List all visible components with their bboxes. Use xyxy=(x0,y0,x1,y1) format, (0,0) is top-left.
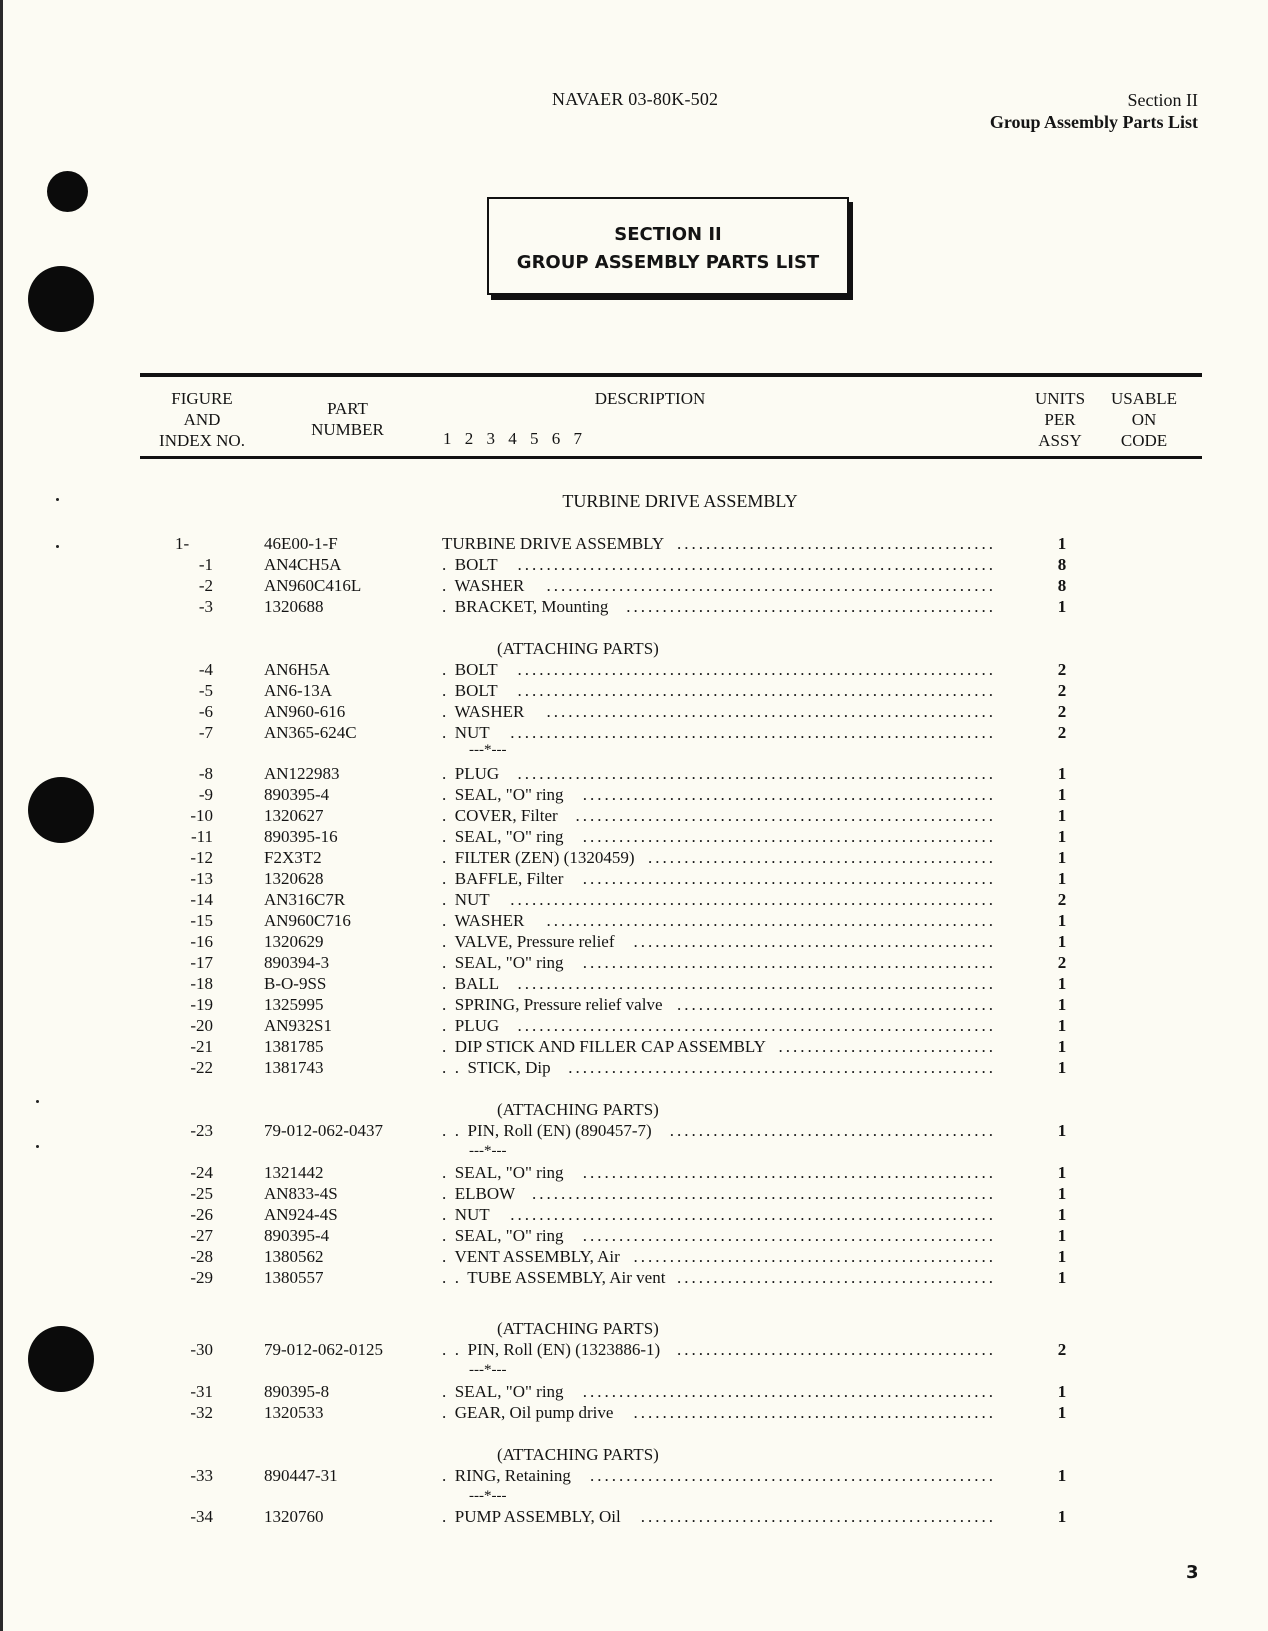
part-number: 79-012-062-0125 xyxy=(264,1340,383,1359)
attaching-parts-label: (ATTACHING PARTS) xyxy=(497,1319,659,1338)
binder-hole xyxy=(28,266,94,332)
separator: ---*--- xyxy=(469,742,507,758)
table-row xyxy=(0,784,1268,805)
col-header-usable-on-code xyxy=(1104,388,1184,451)
description: . SEAL, "O" ring xyxy=(442,953,564,972)
leader-dots: ........................................................ xyxy=(590,1466,996,1485)
units-per-assy: 1 xyxy=(1057,932,1067,951)
table-row xyxy=(0,994,1268,1015)
col-header-line: ASSY xyxy=(1038,431,1082,450)
separator: ---*--- xyxy=(469,1362,507,1378)
col-header-line: PART xyxy=(327,399,368,418)
table-row xyxy=(0,1183,1268,1204)
leader-dots: .................................................................. xyxy=(517,764,996,783)
description: . NUT xyxy=(442,1205,490,1224)
part-number: 46E00-1-F xyxy=(264,534,338,553)
units-per-assy: 1 xyxy=(1057,827,1067,846)
index-number: -25 xyxy=(190,1184,213,1203)
attaching-parts-label: (ATTACHING PARTS) xyxy=(497,639,659,658)
index-number: -16 xyxy=(190,932,213,951)
description: . PUMP ASSEMBLY, Oil xyxy=(442,1507,621,1526)
separator: ---*--- xyxy=(469,1488,507,1504)
index-number: -3 xyxy=(198,597,213,616)
col-header-line: PER xyxy=(1044,410,1076,429)
units-per-assy: 1 xyxy=(1057,995,1067,1014)
description: . NUT xyxy=(442,723,490,742)
units-per-assy: 1 xyxy=(1057,974,1067,993)
description: . PLUG xyxy=(442,1016,500,1035)
leader-dots: .................................................. xyxy=(633,1247,996,1266)
table-row xyxy=(0,1402,1268,1423)
part-number: AN6H5A xyxy=(264,660,331,679)
description: . . STICK, Dip xyxy=(442,1058,551,1077)
leader-dots: ......................................................... xyxy=(582,869,996,888)
description: . SEAL, "O" ring xyxy=(442,1163,564,1182)
index-number: -17 xyxy=(190,953,213,972)
running-header xyxy=(990,89,1198,133)
description: . ELBOW xyxy=(442,1184,516,1203)
leader-dots: ......................................................... xyxy=(582,1163,996,1182)
leader-dots: ......................................................... xyxy=(582,953,996,972)
description: . . PIN, Roll (EN) (890457-7) xyxy=(442,1121,652,1140)
attaching-parts-label: (ATTACHING PARTS) xyxy=(497,1445,659,1464)
units-per-assy: 1 xyxy=(1057,764,1067,783)
description: . BOLT xyxy=(442,660,498,679)
table-row xyxy=(0,910,1268,931)
table-row xyxy=(0,554,1268,575)
index-number: -26 xyxy=(190,1205,213,1224)
col-header-line: AND xyxy=(183,410,221,429)
index-number: -20 xyxy=(190,1016,213,1035)
units-per-assy: 1 xyxy=(1057,1205,1067,1224)
index-number: -24 xyxy=(190,1163,213,1182)
leader-dots: ............................................ xyxy=(677,1268,996,1287)
part-number: 1381743 xyxy=(264,1058,324,1077)
part-number: AN960C716 xyxy=(264,911,351,930)
part-number: 1320628 xyxy=(264,869,324,888)
col-header-line: UNITS xyxy=(1034,389,1086,408)
col-header-figure-index xyxy=(146,388,258,451)
index-number: -7 xyxy=(198,723,213,742)
leader-dots: ......................................................... xyxy=(582,1226,996,1245)
table-row xyxy=(0,931,1268,952)
table-row xyxy=(0,763,1268,784)
leader-dots: ......................................................... xyxy=(582,785,996,804)
part-number: 890394-3 xyxy=(264,953,330,972)
units-per-assy: 1 xyxy=(1057,534,1067,553)
table-row xyxy=(0,1204,1268,1225)
index-number: -2 xyxy=(198,576,213,595)
description: . SEAL, "O" ring xyxy=(442,785,564,804)
index-number: -33 xyxy=(190,1466,213,1485)
index-number: -13 xyxy=(190,869,213,888)
description: . WASHER xyxy=(442,702,525,721)
part-number: 890447-31 xyxy=(264,1466,338,1485)
leader-dots: ................................................ xyxy=(648,848,996,867)
part-number: 1380557 xyxy=(264,1268,324,1287)
description: . VENT ASSEMBLY, Air xyxy=(442,1247,620,1266)
description: . BALL xyxy=(442,974,500,993)
part-number: 1320760 xyxy=(264,1507,324,1526)
table-row xyxy=(0,1267,1268,1288)
index-number: -28 xyxy=(190,1247,213,1266)
col-header-line: ON xyxy=(1131,410,1157,429)
table-rule-top xyxy=(140,373,1202,377)
table-row xyxy=(0,826,1268,847)
speck xyxy=(36,1145,39,1148)
part-number: AN122983 xyxy=(264,764,340,783)
units-per-assy: 2 xyxy=(1057,953,1067,972)
units-per-assy: 1 xyxy=(1057,848,1067,867)
index-number: -10 xyxy=(190,806,213,825)
index-number: -27 xyxy=(190,1226,213,1245)
table-row xyxy=(0,680,1268,701)
part-number: AN365-624C xyxy=(264,723,357,742)
leader-dots: ............................................. xyxy=(669,1121,996,1140)
description: . SEAL, "O" ring xyxy=(442,827,564,846)
index-number: -4 xyxy=(198,660,213,679)
units-per-assy: 1 xyxy=(1057,1016,1067,1035)
col-header-line: USABLE xyxy=(1110,389,1178,408)
description: . SEAL, "O" ring xyxy=(442,1382,564,1401)
table-row xyxy=(0,1036,1268,1057)
index-number: -12 xyxy=(190,848,213,867)
units-per-assy: 1 xyxy=(1057,1247,1067,1266)
table-row xyxy=(0,1015,1268,1036)
leader-dots: .................................................................. xyxy=(517,1016,996,1035)
table-row xyxy=(0,1225,1268,1246)
title-line-2: GROUP ASSEMBLY PARTS LIST xyxy=(516,252,820,273)
part-number: 1381785 xyxy=(264,1037,324,1056)
index-number: -5 xyxy=(198,681,213,700)
description: . DIP STICK AND FILLER CAP ASSEMBLY xyxy=(442,1037,766,1056)
description: . VALVE, Pressure relief xyxy=(442,932,615,951)
description: . FILTER (ZEN) (1320459) xyxy=(442,848,635,867)
part-number: 1320533 xyxy=(264,1403,324,1422)
part-number: 1325995 xyxy=(264,995,324,1014)
units-per-assy: 8 xyxy=(1057,555,1067,574)
units-per-assy: 1 xyxy=(1057,785,1067,804)
section-title: Group Assembly Parts List xyxy=(989,112,1198,132)
leader-dots: .............................................................. xyxy=(546,911,996,930)
section-title-box xyxy=(487,197,849,295)
description: . PLUG xyxy=(442,764,500,783)
index-number: -14 xyxy=(190,890,213,909)
part-number: AN932S1 xyxy=(264,1016,333,1035)
part-number: AN960C416L xyxy=(264,576,362,595)
units-per-assy: 1 xyxy=(1057,1268,1067,1287)
part-number: B-O-9SS xyxy=(264,974,327,993)
leader-dots: ........................................................... xyxy=(568,1058,996,1077)
units-per-assy: 1 xyxy=(1057,1382,1067,1401)
part-number: AN6-13A xyxy=(264,681,332,700)
part-number: 890395-8 xyxy=(264,1382,330,1401)
index-number: -6 xyxy=(198,702,213,721)
group-title-text: TURBINE DRIVE ASSEMBLY xyxy=(562,491,798,511)
part-number: 890395-4 xyxy=(264,785,330,804)
leader-dots: ............................................ xyxy=(677,995,996,1014)
speck xyxy=(36,1100,39,1103)
index-number: -1 xyxy=(198,555,213,574)
description: . COVER, Filter xyxy=(442,806,558,825)
units-per-assy: 1 xyxy=(1057,1226,1067,1245)
table-row xyxy=(0,847,1268,868)
table-rule-bottom xyxy=(140,456,1202,459)
leader-dots: .............................................................. xyxy=(546,702,996,721)
table-row xyxy=(0,533,1268,554)
units-per-assy: 2 xyxy=(1057,681,1067,700)
index-number: -18 xyxy=(190,974,213,993)
title-line-1: SECTION II xyxy=(614,224,722,245)
description: . RING, Retaining xyxy=(442,1466,571,1485)
index-number: 1- xyxy=(175,534,190,553)
leader-dots: .................................................................. xyxy=(517,660,996,679)
units-per-assy: 2 xyxy=(1057,702,1067,721)
part-number: 1320688 xyxy=(264,597,324,616)
units-per-assy: 2 xyxy=(1057,1340,1067,1359)
index-number: -29 xyxy=(190,1268,213,1287)
leader-dots: .............................................................. xyxy=(546,576,996,595)
index-number: -34 xyxy=(190,1507,213,1526)
leader-dots: ......................................................... xyxy=(582,1382,996,1401)
units-per-assy: 1 xyxy=(1057,1403,1067,1422)
units-per-assy: 1 xyxy=(1057,869,1067,888)
table-row xyxy=(0,722,1268,743)
index-number: -9 xyxy=(198,785,213,804)
col-header-description: DESCRIPTION xyxy=(594,389,706,408)
col-header-line: FIGURE xyxy=(171,389,233,408)
col-header-part-number xyxy=(290,398,405,440)
index-number: -15 xyxy=(190,911,213,930)
document-number: NAVAER 03-80K-502 xyxy=(552,89,719,109)
index-number: -23 xyxy=(190,1121,213,1140)
indent-level-numbers: 1 2 3 4 5 6 7 xyxy=(443,429,582,448)
table-row xyxy=(0,701,1268,722)
description: . . TUBE ASSEMBLY, Air vent xyxy=(442,1268,666,1287)
part-number: AN316C7R xyxy=(264,890,346,909)
units-per-assy: 2 xyxy=(1057,890,1067,909)
table-row xyxy=(0,575,1268,596)
part-number: 890395-16 xyxy=(264,827,338,846)
description: . BOLT xyxy=(442,681,498,700)
units-per-assy: 1 xyxy=(1057,1466,1067,1485)
table-row xyxy=(0,1465,1268,1486)
col-header-units-per-assy xyxy=(1025,388,1095,451)
attaching-parts-label: (ATTACHING PARTS) xyxy=(497,1100,659,1119)
separator: ---*--- xyxy=(469,1143,507,1159)
part-number: 1320629 xyxy=(264,932,324,951)
table-row xyxy=(0,1246,1268,1267)
table-row xyxy=(0,659,1268,680)
table-row xyxy=(0,1120,1268,1141)
table-row xyxy=(0,889,1268,910)
description: . BAFFLE, Filter xyxy=(442,869,564,888)
part-number: 890395-4 xyxy=(264,1226,330,1245)
leader-dots: ................................................................... xyxy=(510,890,996,909)
description: . WASHER xyxy=(442,911,525,930)
leader-dots: ............................................ xyxy=(677,534,996,553)
description: . . PIN, Roll (EN) (1323886-1) xyxy=(442,1340,661,1359)
part-number: F2X3T2 xyxy=(264,848,322,867)
index-number: -19 xyxy=(190,995,213,1014)
description: . WASHER xyxy=(442,576,525,595)
units-per-assy: 1 xyxy=(1057,1037,1067,1056)
leader-dots: ................................................................... xyxy=(510,723,996,742)
leader-dots: .................................................. xyxy=(633,932,996,951)
units-per-assy: 1 xyxy=(1057,1121,1067,1140)
units-per-assy: 1 xyxy=(1057,911,1067,930)
leader-dots: ................................................................ xyxy=(532,1184,996,1203)
index-number: -31 xyxy=(190,1382,213,1401)
leader-dots: .............................. xyxy=(778,1037,996,1056)
index-number: -8 xyxy=(198,764,213,783)
leader-dots: .................................................................. xyxy=(517,555,996,574)
page-number: 3 xyxy=(1186,1562,1199,1583)
index-number: -21 xyxy=(190,1037,213,1056)
description: . GEAR, Oil pump drive xyxy=(442,1403,614,1422)
leader-dots: ............................................ xyxy=(677,1340,996,1359)
index-number: -22 xyxy=(190,1058,213,1077)
description: . SEAL, "O" ring xyxy=(442,1226,564,1245)
units-per-assy: 1 xyxy=(1057,1507,1067,1526)
part-number: AN833-4S xyxy=(264,1184,338,1203)
units-per-assy: 1 xyxy=(1057,597,1067,616)
index-number: -30 xyxy=(190,1340,213,1359)
table-row xyxy=(0,1057,1268,1078)
col-header-line: NUMBER xyxy=(311,420,384,439)
table-row xyxy=(0,1162,1268,1183)
binder-hole xyxy=(47,171,88,212)
part-number: 1380562 xyxy=(264,1247,324,1266)
leader-dots: ................................................... xyxy=(626,597,996,616)
description: TURBINE DRIVE ASSEMBLY xyxy=(442,534,665,553)
part-number: AN960-616 xyxy=(264,702,346,721)
leader-dots: .................................................................. xyxy=(517,681,996,700)
description: . NUT xyxy=(442,890,490,909)
units-per-assy: 1 xyxy=(1057,1184,1067,1203)
units-per-assy: 1 xyxy=(1057,1058,1067,1077)
part-number: 79-012-062-0437 xyxy=(264,1121,383,1140)
section-label: Section II xyxy=(1127,90,1198,110)
units-per-assy: 2 xyxy=(1057,723,1067,742)
leader-dots: ................................................................... xyxy=(510,1205,996,1224)
col-header-line: INDEX NO. xyxy=(159,431,245,450)
table-row xyxy=(0,868,1268,889)
part-number: 1320627 xyxy=(264,806,324,825)
units-per-assy: 1 xyxy=(1057,806,1067,825)
leader-dots: ................................................. xyxy=(640,1507,996,1526)
table-row xyxy=(0,596,1268,617)
leader-dots: .......................................................... xyxy=(575,806,996,825)
table-row xyxy=(0,805,1268,826)
index-number: -32 xyxy=(190,1403,213,1422)
leader-dots: .................................................. xyxy=(633,1403,996,1422)
description: . BRACKET, Mounting xyxy=(442,597,609,616)
index-number: -11 xyxy=(190,827,213,846)
part-number: 1321442 xyxy=(264,1163,324,1182)
leader-dots: .................................................................. xyxy=(517,974,996,993)
col-header-line: CODE xyxy=(1120,431,1168,450)
units-per-assy: 2 xyxy=(1057,660,1067,679)
table-row xyxy=(0,1339,1268,1360)
part-number: AN924-4S xyxy=(264,1205,338,1224)
leader-dots: ......................................................... xyxy=(582,827,996,846)
units-per-assy: 8 xyxy=(1057,576,1067,595)
part-number: AN4CH5A xyxy=(264,555,342,574)
description: . BOLT xyxy=(442,555,498,574)
table-row xyxy=(0,952,1268,973)
description: . SPRING, Pressure relief valve xyxy=(442,995,663,1014)
units-per-assy: 1 xyxy=(1057,1163,1067,1182)
table-row xyxy=(0,973,1268,994)
group-title xyxy=(0,491,1268,512)
table-row xyxy=(0,1381,1268,1402)
table-row xyxy=(0,1506,1268,1527)
